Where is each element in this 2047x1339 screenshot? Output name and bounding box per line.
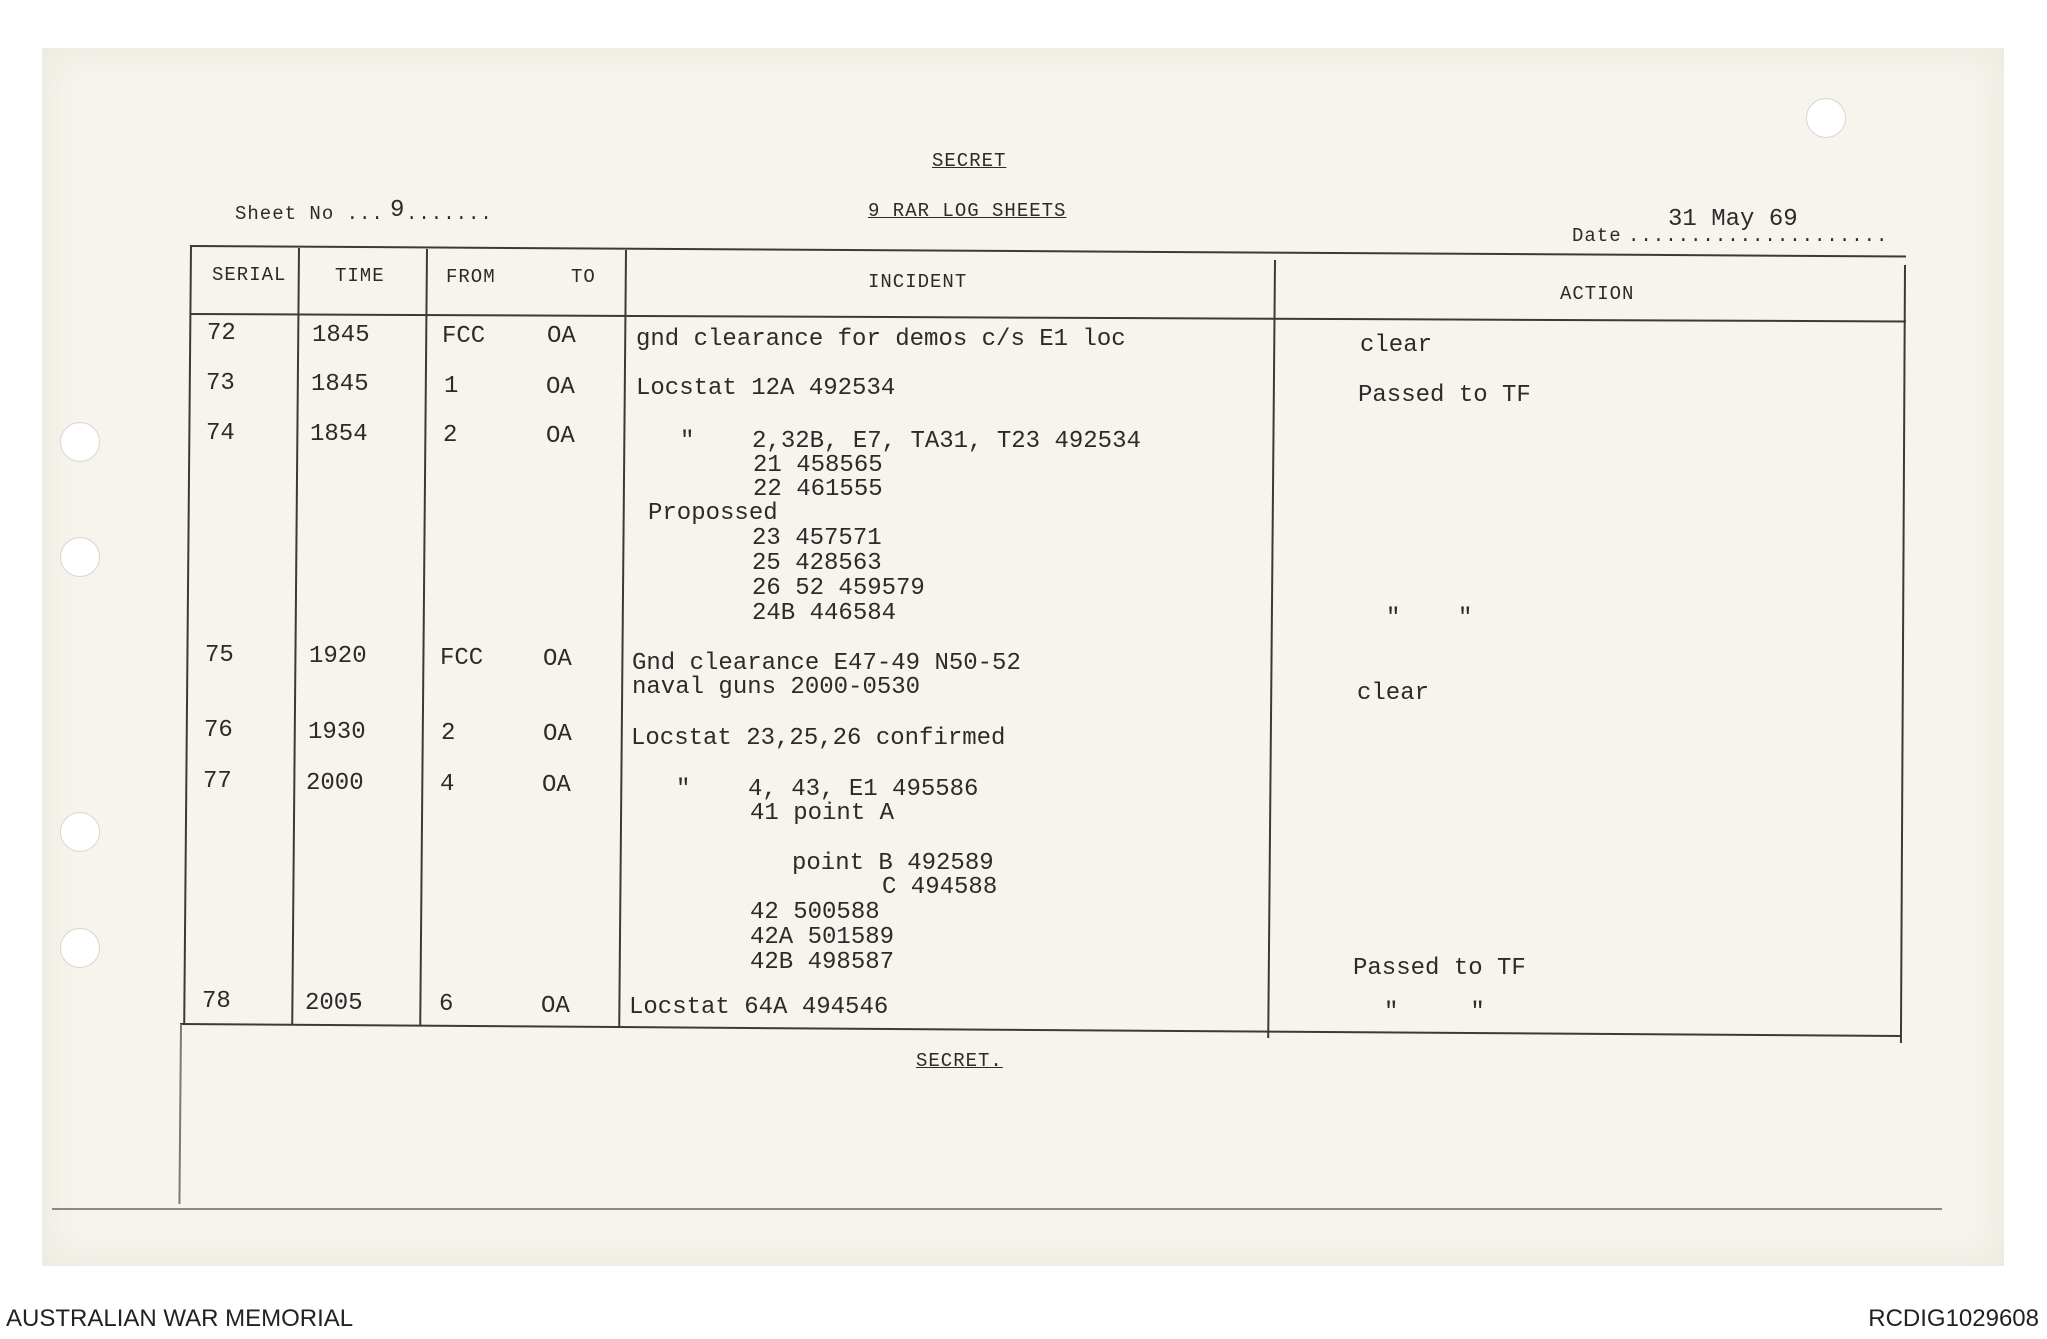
secret-heading-top: SECRET xyxy=(932,150,1007,172)
row-incident-line: 24B 446584 xyxy=(752,600,897,627)
row-incident-line: Gnd clearance E47-49 N50-52 xyxy=(632,650,1021,677)
sheet-no-label: Sheet No ... xyxy=(235,203,384,225)
col-header-action: ACTION xyxy=(1560,283,1635,305)
punch-hole-left-1 xyxy=(60,422,100,462)
row-incident-line: 23 457571 xyxy=(752,525,882,552)
row-incident-line: " 4, 43, E1 495586 xyxy=(676,776,979,803)
row-to: OA xyxy=(542,772,571,799)
row-incident-line: Locstat 12A 492534 xyxy=(636,375,896,402)
row-action: " " xyxy=(1384,999,1485,1026)
row-incident-line: 22 461555 xyxy=(753,476,883,503)
row-to: OA xyxy=(543,721,572,748)
row-time: 1854 xyxy=(310,421,368,448)
row-time: 2000 xyxy=(306,770,364,797)
row-from: 4 xyxy=(440,771,455,798)
row-incident-line: 42A 501589 xyxy=(750,924,895,951)
row-incident-line: 41 point A xyxy=(750,800,895,827)
row-incident-line: 25 428563 xyxy=(752,550,882,577)
row-from: 6 xyxy=(439,991,454,1018)
col-header-time: TIME xyxy=(335,265,385,287)
date-dots: ..................... xyxy=(1628,225,1889,247)
col-header-serial: SERIAL xyxy=(212,264,287,286)
row-action: clear xyxy=(1357,680,1430,707)
row-incident-line: 26 52 459579 xyxy=(752,575,925,602)
row-incident-line: point B 492589 xyxy=(792,850,994,877)
row-from: 1 xyxy=(444,373,459,400)
row-serial: 74 xyxy=(206,420,235,447)
row-incident-line: naval guns 2000-0530 xyxy=(632,674,921,701)
punch-hole-left-3 xyxy=(60,812,100,852)
punch-hole-left-2 xyxy=(60,537,100,577)
row-to: OA xyxy=(547,323,576,350)
row-incident-line: 42B 498587 xyxy=(750,949,895,976)
row-incident-line: 42 500588 xyxy=(750,899,880,926)
row-action: Passed to TF xyxy=(1353,955,1526,982)
row-incident-line: C 494588 xyxy=(882,874,998,901)
log-title: 9 RAR LOG SHEETS xyxy=(868,200,1067,222)
row-action: Passed to TF xyxy=(1358,382,1531,409)
row-incident-line: Propossed xyxy=(648,500,778,527)
row-serial: 73 xyxy=(206,370,235,397)
row-incident-line: Locstat 64A 494546 xyxy=(629,994,889,1021)
date-value: 31 May 69 xyxy=(1668,206,1798,233)
row-incident-line: " 2,32B, E7, TA31, T23 492534 xyxy=(680,428,1141,455)
row-time: 1930 xyxy=(308,719,366,746)
row-time: 2005 xyxy=(305,990,363,1017)
row-serial: 76 xyxy=(204,717,233,744)
row-to: OA xyxy=(541,993,570,1020)
row-action: " " xyxy=(1386,605,1473,632)
punch-hole-top-right xyxy=(1806,98,1846,138)
row-serial: 75 xyxy=(205,642,234,669)
row-incident-line: Locstat 23,25,26 confirmed xyxy=(631,725,1006,752)
row-from: 2 xyxy=(441,720,456,747)
sheet-no-value: 9 xyxy=(390,197,405,224)
archive-credit-left: AUSTRALIAN WAR MEMORIAL xyxy=(6,1305,354,1332)
row-from: 2 xyxy=(443,422,458,449)
row-to: OA xyxy=(546,423,575,450)
col-header-from: FROM xyxy=(446,266,496,288)
row-time: 1920 xyxy=(309,643,367,670)
row-to: OA xyxy=(543,646,572,673)
row-time: 1845 xyxy=(312,322,370,349)
sheet-fold-line xyxy=(52,1208,1942,1210)
archive-credit-right: RCDIG1029608 xyxy=(1868,1305,2039,1332)
row-to: OA xyxy=(546,374,575,401)
row-incident-line: 21 458565 xyxy=(753,452,883,479)
row-serial: 77 xyxy=(203,768,232,795)
date-label: Date xyxy=(1572,225,1622,247)
row-serial: 78 xyxy=(202,988,231,1015)
col-header-incident: INCIDENT xyxy=(868,271,968,293)
col-header-to: TO xyxy=(571,266,596,288)
secret-heading-bottom: SECRET. xyxy=(916,1050,1003,1072)
row-incident-line: gnd clearance for demos c/s E1 loc xyxy=(636,326,1126,353)
punch-hole-left-4 xyxy=(60,928,100,968)
row-from: FCC xyxy=(440,645,484,672)
row-from: FCC xyxy=(442,323,486,350)
sheet-no-dots: ....... xyxy=(406,203,493,225)
row-serial: 72 xyxy=(207,320,236,347)
row-action: clear xyxy=(1360,332,1433,359)
row-time: 1845 xyxy=(311,371,369,398)
